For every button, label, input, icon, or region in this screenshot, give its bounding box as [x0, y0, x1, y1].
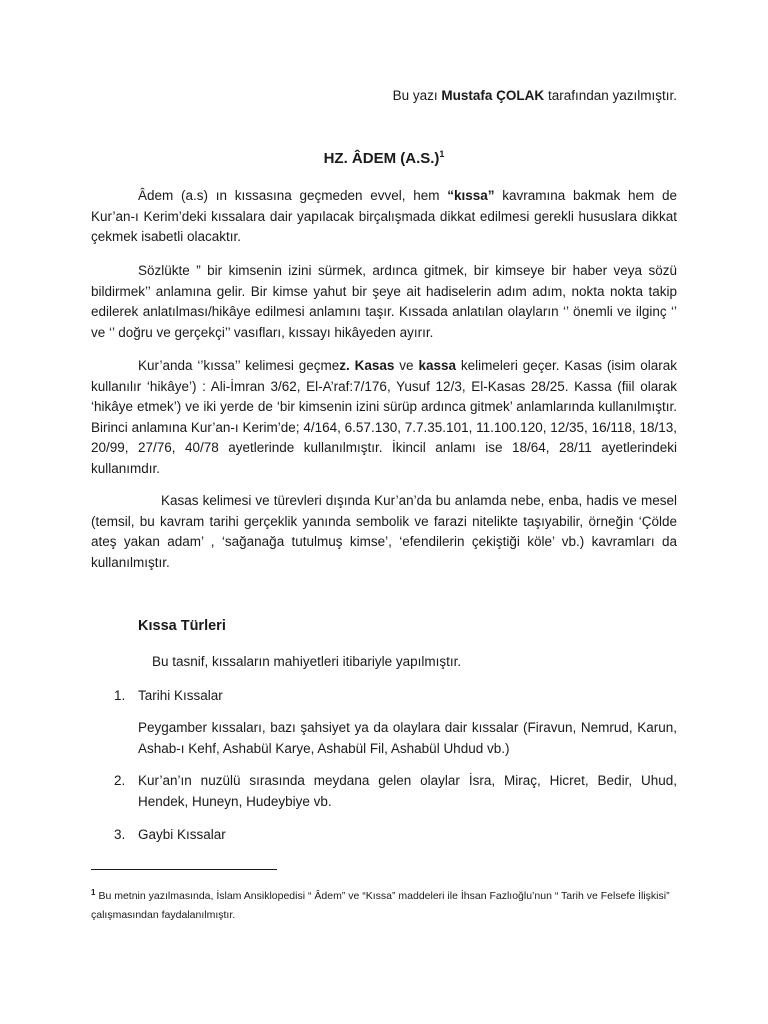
author-name: Mustafa ÇOLAK	[441, 88, 545, 103]
document-title	[91, 149, 677, 170]
p3-text-a: Kur’anda ‘’kıssa’’ kelimesi geçme	[138, 358, 340, 373]
section-intro: Bu tasnif, kıssaların mahiyetleri itibariyle yapılmıştır.	[152, 654, 462, 669]
footnote-number: 1	[91, 888, 96, 897]
p1-text-b: kavramına bakmak hem de Kur’an-ı Kerim’deki kıssalara dair yapılacak birçalışmada dikkat edilmesi gerekli hususlara dikkat çekmek isabetli olacaktır.	[91, 188, 677, 244]
list-number: 2.	[114, 773, 126, 788]
p3-text-c: kelimeleri geçer. Kasas (isim olarak kullanılır ‘hikâye’) : Ali-İmran 3/62, El-A’raf:7/176, Yusuf 12/3, El-Kasas 28/25. Kassa (fiil olarak ‘hikâye etmek’) ve iki yerde de ‘bir kimsenin izini sürüp ardınca gitmek’ anlamlarında kullanılmıştır. Birinci anlamına Kur’an-ı Kerim’de; 4/164, 6.57.130, 7.7.35.101, 11.100.120, 12/35, 16/118, 18/13, 20/99, 27/76, 40/78 ayetlerinde kullanılmıştır. İkincil anlamı ise 18/64, 28/11 ayetlerindeki kullanımdır.	[91, 358, 677, 476]
paragraph-3	[91, 356, 677, 479]
list-item	[114, 686, 677, 707]
list-item-detail: Peygamber kıssaları, bazı şahsiyet ya da olaylara dair kıssalar (Firavun, Nemrud, Karun, Ashab-ı Kehf, Ashabül Karye, Ashabül Fil, Ashabül Uhdud vb.)	[138, 720, 677, 756]
p3-bold-kasas: z. Kasas	[339, 358, 395, 373]
paragraph-4: Kasas kelimesi ve türevleri dışında Kur’an’da bu anlamda nebe, enba, hadis ve mesel (temsil, bu kavram tarihi gerçeklik yanında sembolik ve farazi nitelikte taşıyabilir, örneğin ‘Çölde ateş yakan adam’ , ‘sağanağa tutulmuş kimse’, ‘efendilerin çekiştiği köle’ vb.) kavramları da kullanılmıştır.	[91, 493, 677, 570]
title-text: HZ. ÂDEM (A.S.)	[323, 150, 440, 167]
paragraph-1	[91, 186, 677, 248]
list-item	[114, 771, 677, 812]
paragraph-2: Sözlükte ” bir kimsenin izini sürmek, ardınca gitmek, bir kimseye bir haber veya sözü bildirmek’’ anlamına gelir. Bir kimse yahut bir şeye ait hadiselerin adım adım, nokta nokta takip edilerek anlatılması/hikâye edilmesi anlamını taşır. Kıssada anlatılan olayların ‘’ önemli ve ilginç ‘’ ve ‘’ doğru ve gerçekçi’’ vasıfları, kıssayı hikâyeden ayırır.	[91, 263, 677, 340]
p3-bold-kassa: kassa	[418, 358, 456, 373]
author-prefix: Bu yazı	[392, 88, 442, 103]
list-item	[114, 825, 677, 846]
list-number: 3.	[114, 827, 126, 842]
footnote	[91, 887, 677, 925]
list-text: Gaybi Kıssalar	[138, 827, 226, 842]
p1-bold-kissa: “kıssa”	[447, 188, 495, 203]
list-number: 1.	[114, 688, 126, 703]
list-text: Tarihi Kıssalar	[138, 688, 223, 703]
footnote-text: Bu metnin yazılmasında, İslam Ansiklopedisi “ Âdem” ve “Kıssa” maddeleri ile İhsan Fazlıoğlu’nun “ Tarih ve Felsefe İlişkisi” çalışmasından faydalanılmıştır.	[91, 890, 670, 921]
title-footnote-ref[interactable]: 1	[439, 149, 445, 159]
document-page	[91, 0, 677, 1024]
footnote-divider	[91, 869, 277, 870]
p1-text-a: Âdem (a.s) ın kıssasına geçmeden evvel, hem	[138, 188, 448, 203]
list-text: Kur’an’ın nuzülü sırasında meydana gelen olaylar İsra, Miraç, Hicret, Bedir, Uhud, Hendek, Huneyn, Hudeybiye vb.	[138, 773, 677, 809]
author-line	[393, 86, 677, 107]
p3-text-b: ve	[394, 358, 419, 373]
section-heading: Kıssa Türleri	[138, 618, 226, 634]
author-suffix: tarafından yazılmıştır.	[544, 88, 677, 103]
